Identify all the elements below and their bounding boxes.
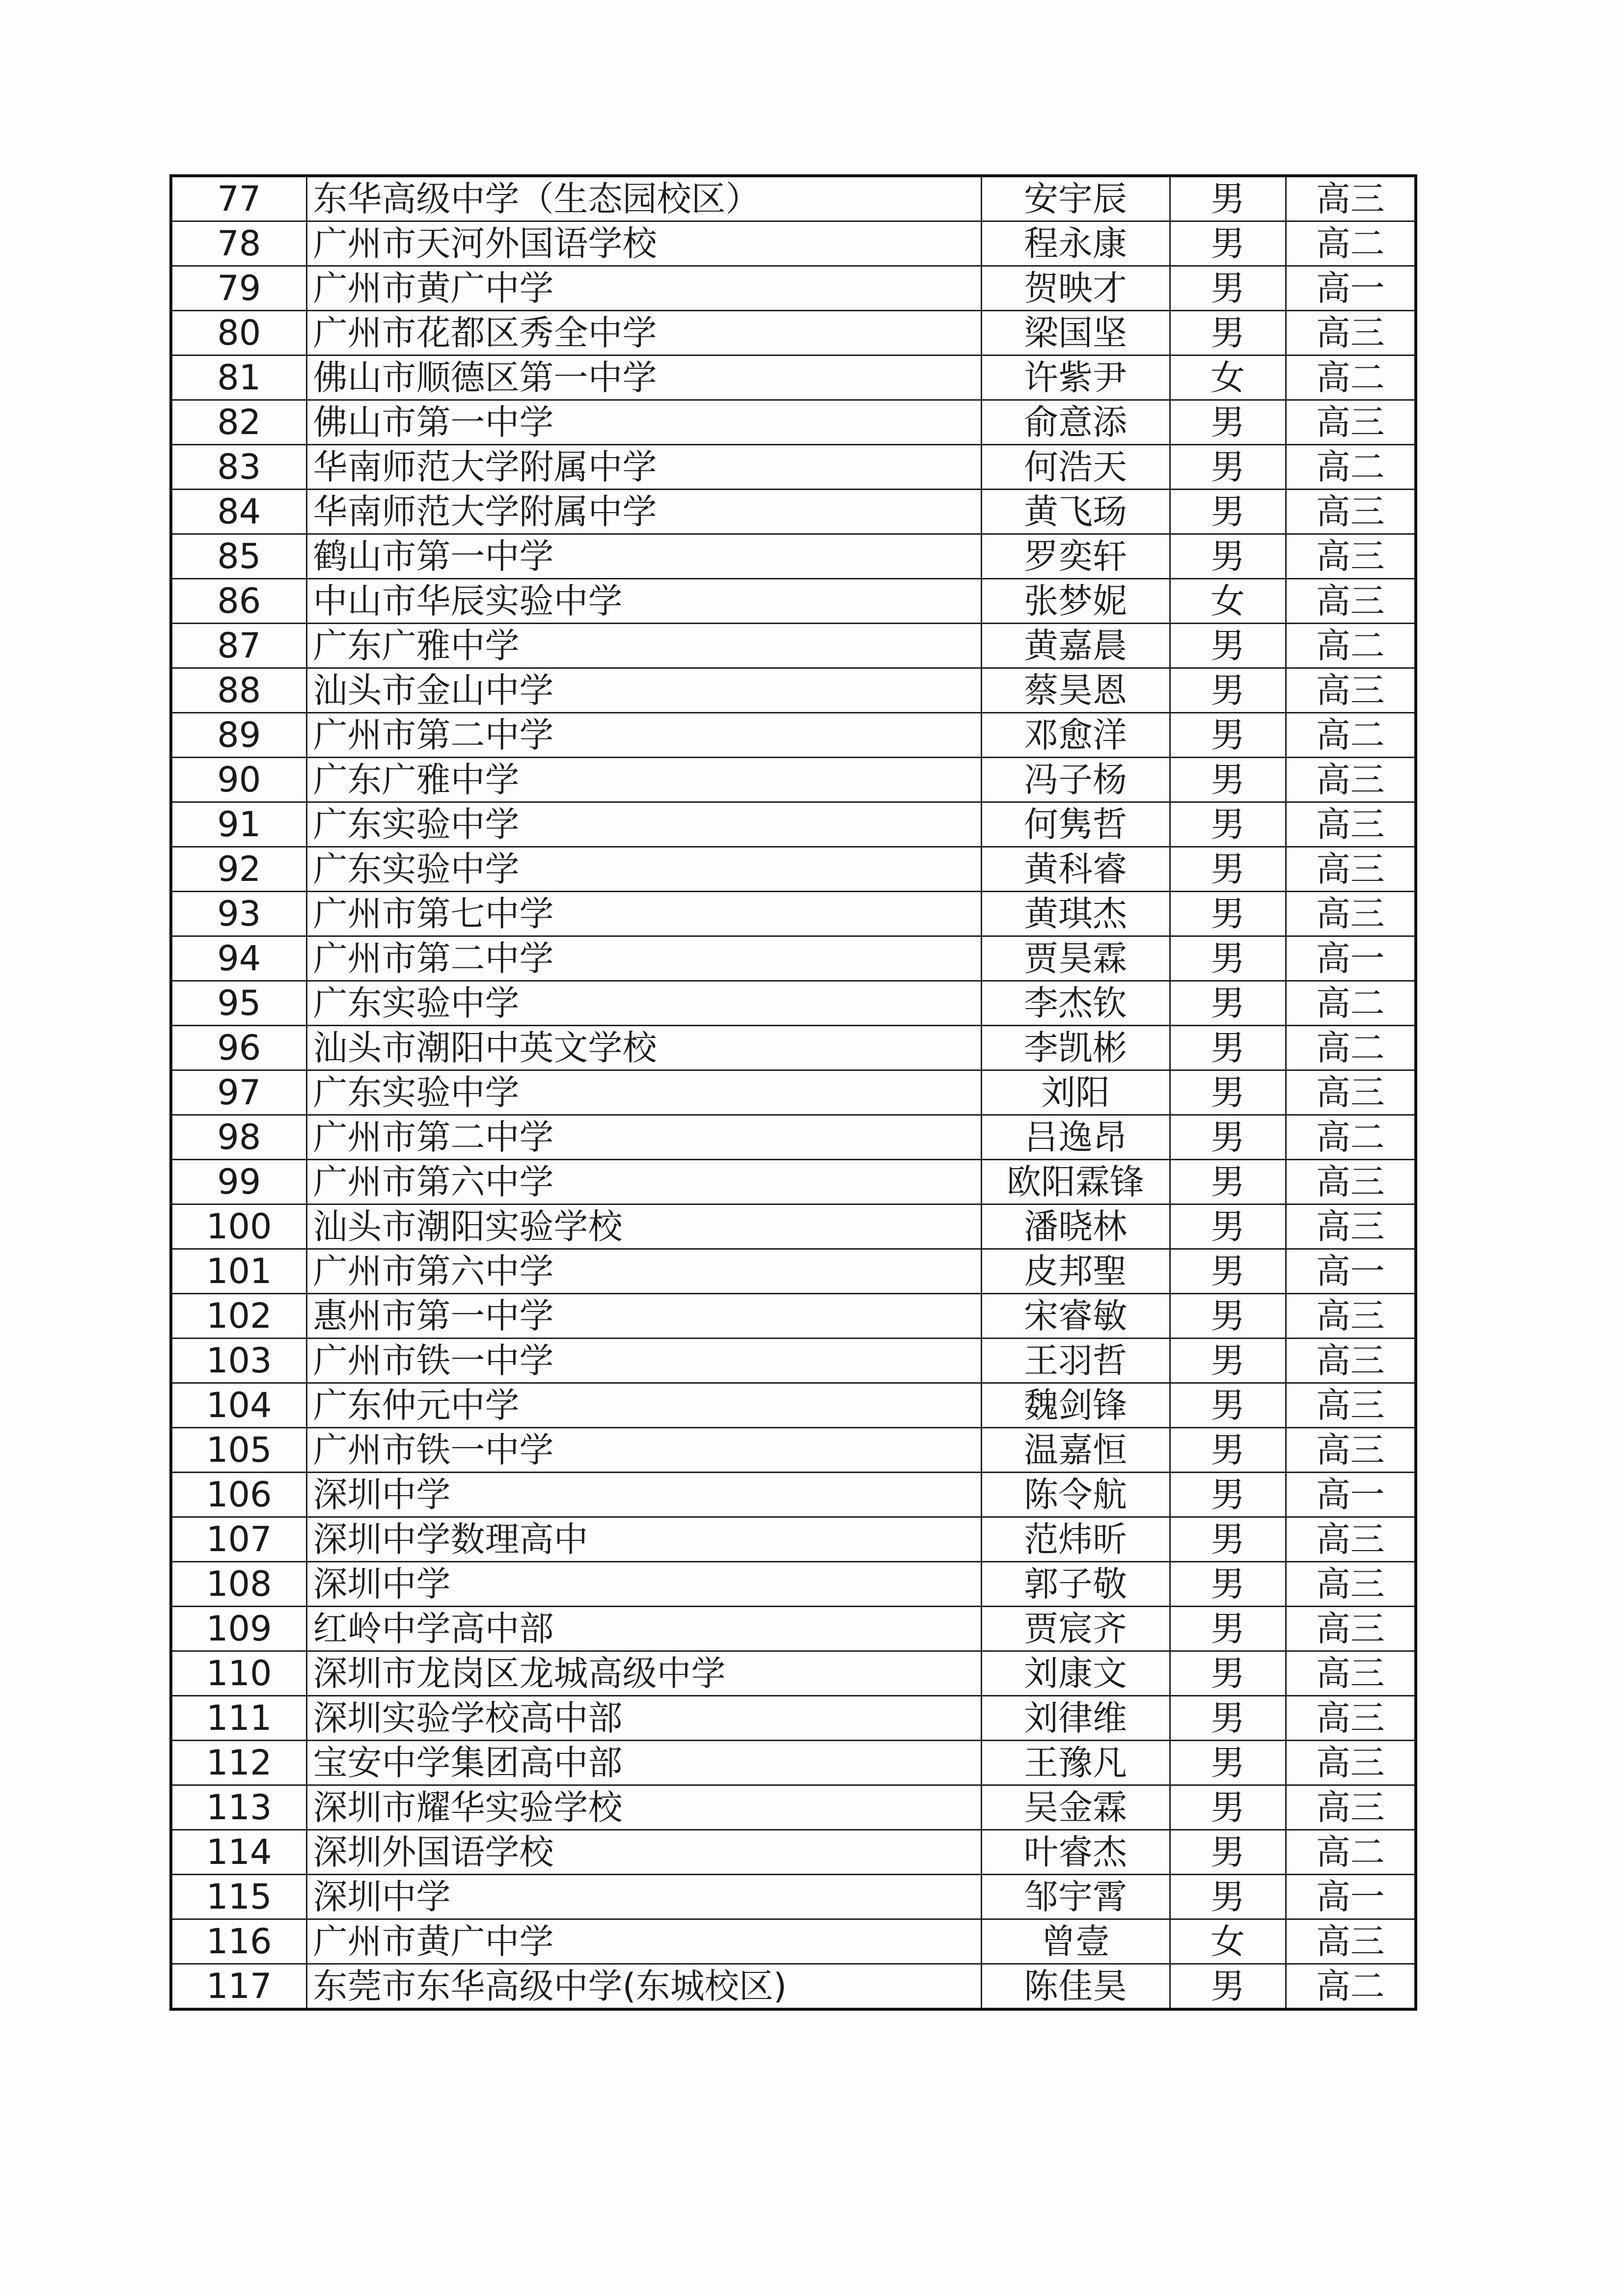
table-row bbox=[171, 1428, 1416, 1473]
school-name-cell: 广州市铁一中学 bbox=[306, 1339, 981, 1383]
school-name-cell: 广州市第六中学 bbox=[306, 1249, 981, 1294]
student-name-cell: 郭子敬 bbox=[981, 1562, 1170, 1607]
grade-cell: 高三 bbox=[1286, 1562, 1416, 1607]
school-name-cell: 广东实验中学 bbox=[306, 981, 981, 1026]
row-number-cell: 105 bbox=[171, 1428, 306, 1473]
gender-cell: 男 bbox=[1170, 1383, 1286, 1428]
school-name-cell: 广东仲元中学 bbox=[306, 1383, 981, 1428]
row-number-cell: 109 bbox=[171, 1607, 306, 1651]
grade-cell: 高三 bbox=[1286, 490, 1416, 534]
gender-cell: 男 bbox=[1170, 713, 1286, 758]
grade-cell: 高三 bbox=[1286, 1160, 1416, 1204]
student-name-cell: 刘律维 bbox=[981, 1696, 1170, 1741]
gender-cell: 男 bbox=[1170, 847, 1286, 892]
grade-cell: 高三 bbox=[1286, 1651, 1416, 1696]
grade-cell: 高一 bbox=[1286, 1473, 1416, 1517]
student-name-cell: 何隽哲 bbox=[981, 802, 1170, 847]
student-name-cell: 叶睿杰 bbox=[981, 1830, 1170, 1875]
student-name-cell: 陈佳昊 bbox=[981, 1964, 1170, 2010]
row-number-cell: 82 bbox=[171, 400, 306, 445]
row-number-cell: 100 bbox=[171, 1204, 306, 1249]
school-name-cell: 广州市第二中学 bbox=[306, 1115, 981, 1160]
gender-cell: 男 bbox=[1170, 1473, 1286, 1517]
grade-cell: 高三 bbox=[1286, 892, 1416, 936]
grade-cell: 高二 bbox=[1286, 1026, 1416, 1070]
student-name-cell: 潘晓林 bbox=[981, 1204, 1170, 1249]
row-number-cell: 110 bbox=[171, 1651, 306, 1696]
student-name-cell: 贾昊霖 bbox=[981, 936, 1170, 981]
gender-cell: 男 bbox=[1170, 176, 1286, 221]
row-number-cell: 115 bbox=[171, 1875, 306, 1919]
grade-cell: 高三 bbox=[1286, 1785, 1416, 1830]
table-row bbox=[171, 1160, 1416, 1204]
gender-cell: 男 bbox=[1170, 1339, 1286, 1383]
row-number-cell: 81 bbox=[171, 355, 306, 400]
row-number-cell: 78 bbox=[171, 221, 306, 266]
gender-cell: 男 bbox=[1170, 802, 1286, 847]
student-name-cell: 俞意添 bbox=[981, 400, 1170, 445]
grade-cell: 高三 bbox=[1286, 802, 1416, 847]
table-row bbox=[171, 936, 1416, 981]
table-row bbox=[171, 221, 1416, 266]
gender-cell: 男 bbox=[1170, 1651, 1286, 1696]
gender-cell: 男 bbox=[1170, 758, 1286, 802]
grade-cell: 高三 bbox=[1286, 1741, 1416, 1785]
student-name-cell: 罗奕轩 bbox=[981, 534, 1170, 579]
row-number-cell: 83 bbox=[171, 445, 306, 490]
student-name-cell: 王羽哲 bbox=[981, 1339, 1170, 1383]
grade-cell: 高一 bbox=[1286, 1875, 1416, 1919]
student-name-cell: 吕逸昂 bbox=[981, 1115, 1170, 1160]
table-row bbox=[171, 1696, 1416, 1741]
school-name-cell: 广东广雅中学 bbox=[306, 624, 981, 668]
row-number-cell: 97 bbox=[171, 1070, 306, 1115]
student-roster-table bbox=[169, 174, 1417, 2011]
table-row bbox=[171, 445, 1416, 490]
student-name-cell: 程永康 bbox=[981, 221, 1170, 266]
school-name-cell: 广东实验中学 bbox=[306, 1070, 981, 1115]
grade-cell: 高三 bbox=[1286, 400, 1416, 445]
table-row bbox=[171, 668, 1416, 713]
table-row bbox=[171, 579, 1416, 624]
grade-cell: 高三 bbox=[1286, 1428, 1416, 1473]
table-row bbox=[171, 758, 1416, 802]
student-name-cell: 曾壹 bbox=[981, 1919, 1170, 1964]
school-name-cell: 广东实验中学 bbox=[306, 847, 981, 892]
school-name-cell: 佛山市第一中学 bbox=[306, 400, 981, 445]
gender-cell: 男 bbox=[1170, 668, 1286, 713]
school-name-cell: 广州市第二中学 bbox=[306, 713, 981, 758]
row-number-cell: 117 bbox=[171, 1964, 306, 2010]
roster-body bbox=[171, 176, 1416, 2009]
row-number-cell: 95 bbox=[171, 981, 306, 1026]
row-number-cell: 91 bbox=[171, 802, 306, 847]
gender-cell: 女 bbox=[1170, 1919, 1286, 1964]
gender-cell: 男 bbox=[1170, 1562, 1286, 1607]
row-number-cell: 90 bbox=[171, 758, 306, 802]
student-name-cell: 蔡昊恩 bbox=[981, 668, 1170, 713]
school-name-cell: 佛山市顺德区第一中学 bbox=[306, 355, 981, 400]
student-name-cell: 范炜昕 bbox=[981, 1517, 1170, 1562]
gender-cell: 男 bbox=[1170, 1070, 1286, 1115]
school-name-cell: 广东广雅中学 bbox=[306, 758, 981, 802]
grade-cell: 高三 bbox=[1286, 1517, 1416, 1562]
row-number-cell: 113 bbox=[171, 1785, 306, 1830]
school-name-cell: 汕头市潮阳中英文学校 bbox=[306, 1026, 981, 1070]
gender-cell: 男 bbox=[1170, 1115, 1286, 1160]
row-number-cell: 93 bbox=[171, 892, 306, 936]
row-number-cell: 114 bbox=[171, 1830, 306, 1875]
school-name-cell: 东华高级中学（生态园校区） bbox=[306, 176, 981, 221]
student-name-cell: 李杰钦 bbox=[981, 981, 1170, 1026]
table-row bbox=[171, 981, 1416, 1026]
grade-cell: 高二 bbox=[1286, 221, 1416, 266]
school-name-cell: 华南师范大学附属中学 bbox=[306, 490, 981, 534]
gender-cell: 男 bbox=[1170, 1785, 1286, 1830]
table-row bbox=[171, 892, 1416, 936]
row-number-cell: 89 bbox=[171, 713, 306, 758]
row-number-cell: 86 bbox=[171, 579, 306, 624]
school-name-cell: 深圳外国语学校 bbox=[306, 1830, 981, 1875]
gender-cell: 男 bbox=[1170, 936, 1286, 981]
row-number-cell: 112 bbox=[171, 1741, 306, 1785]
row-number-cell: 99 bbox=[171, 1160, 306, 1204]
grade-cell: 高二 bbox=[1286, 624, 1416, 668]
student-name-cell: 贺映才 bbox=[981, 266, 1170, 311]
student-name-cell: 皮邦聖 bbox=[981, 1249, 1170, 1294]
school-name-cell: 深圳中学数理高中 bbox=[306, 1517, 981, 1562]
row-number-cell: 111 bbox=[171, 1696, 306, 1741]
school-name-cell: 深圳中学 bbox=[306, 1473, 981, 1517]
gender-cell: 男 bbox=[1170, 311, 1286, 355]
row-number-cell: 108 bbox=[171, 1562, 306, 1607]
school-name-cell: 广州市第六中学 bbox=[306, 1160, 981, 1204]
student-name-cell: 温嘉恒 bbox=[981, 1428, 1170, 1473]
gender-cell: 男 bbox=[1170, 490, 1286, 534]
table-row bbox=[171, 1651, 1416, 1696]
school-name-cell: 广州市铁一中学 bbox=[306, 1428, 981, 1473]
student-name-cell: 何浩天 bbox=[981, 445, 1170, 490]
row-number-cell: 85 bbox=[171, 534, 306, 579]
school-name-cell: 广州市天河外国语学校 bbox=[306, 221, 981, 266]
school-name-cell: 中山市华辰实验中学 bbox=[306, 579, 981, 624]
school-name-cell: 宝安中学集团高中部 bbox=[306, 1741, 981, 1785]
table-row bbox=[171, 713, 1416, 758]
row-number-cell: 88 bbox=[171, 668, 306, 713]
gender-cell: 男 bbox=[1170, 624, 1286, 668]
grade-cell: 高三 bbox=[1286, 1204, 1416, 1249]
grade-cell: 高二 bbox=[1286, 1115, 1416, 1160]
row-number-cell: 98 bbox=[171, 1115, 306, 1160]
grade-cell: 高三 bbox=[1286, 311, 1416, 355]
student-name-cell: 张梦妮 bbox=[981, 579, 1170, 624]
student-name-cell: 李凯彬 bbox=[981, 1026, 1170, 1070]
student-name-cell: 梁国坚 bbox=[981, 311, 1170, 355]
table-row bbox=[171, 1294, 1416, 1339]
table-row bbox=[171, 176, 1416, 221]
gender-cell: 男 bbox=[1170, 266, 1286, 311]
table-row bbox=[171, 1070, 1416, 1115]
school-name-cell: 深圳市龙岗区龙城高级中学 bbox=[306, 1651, 981, 1696]
school-name-cell: 鹤山市第一中学 bbox=[306, 534, 981, 579]
grade-cell: 高三 bbox=[1286, 1294, 1416, 1339]
grade-cell: 高三 bbox=[1286, 1383, 1416, 1428]
table-row bbox=[171, 1830, 1416, 1875]
gender-cell: 男 bbox=[1170, 1204, 1286, 1249]
gender-cell: 男 bbox=[1170, 1160, 1286, 1204]
grade-cell: 高一 bbox=[1286, 1249, 1416, 1294]
table-row bbox=[171, 1026, 1416, 1070]
row-number-cell: 87 bbox=[171, 624, 306, 668]
grade-cell: 高三 bbox=[1286, 1070, 1416, 1115]
student-name-cell: 邹宇霄 bbox=[981, 1875, 1170, 1919]
table-row bbox=[171, 1875, 1416, 1919]
school-name-cell: 红岭中学高中部 bbox=[306, 1607, 981, 1651]
gender-cell: 男 bbox=[1170, 892, 1286, 936]
student-name-cell: 刘阳 bbox=[981, 1070, 1170, 1115]
school-name-cell: 广东实验中学 bbox=[306, 802, 981, 847]
school-name-cell: 华南师范大学附属中学 bbox=[306, 445, 981, 490]
school-name-cell: 广州市黄广中学 bbox=[306, 266, 981, 311]
row-number-cell: 80 bbox=[171, 311, 306, 355]
student-name-cell: 许紫尹 bbox=[981, 355, 1170, 400]
row-number-cell: 94 bbox=[171, 936, 306, 981]
grade-cell: 高三 bbox=[1286, 758, 1416, 802]
student-name-cell: 安宇辰 bbox=[981, 176, 1170, 221]
school-name-cell: 广州市第二中学 bbox=[306, 936, 981, 981]
student-name-cell: 刘康文 bbox=[981, 1651, 1170, 1696]
row-number-cell: 79 bbox=[171, 266, 306, 311]
table-row bbox=[171, 1517, 1416, 1562]
school-name-cell: 汕头市金山中学 bbox=[306, 668, 981, 713]
student-name-cell: 黄飞玚 bbox=[981, 490, 1170, 534]
row-number-cell: 107 bbox=[171, 1517, 306, 1562]
table-row bbox=[171, 1562, 1416, 1607]
gender-cell: 女 bbox=[1170, 579, 1286, 624]
gender-cell: 男 bbox=[1170, 1294, 1286, 1339]
grade-cell: 高三 bbox=[1286, 847, 1416, 892]
school-name-cell: 广州市花都区秀全中学 bbox=[306, 311, 981, 355]
grade-cell: 高三 bbox=[1286, 1919, 1416, 1964]
school-name-cell: 汕头市潮阳实验学校 bbox=[306, 1204, 981, 1249]
table-row bbox=[171, 847, 1416, 892]
table-row bbox=[171, 1473, 1416, 1517]
grade-cell: 高二 bbox=[1286, 445, 1416, 490]
school-name-cell: 深圳实验学校高中部 bbox=[306, 1696, 981, 1741]
row-number-cell: 92 bbox=[171, 847, 306, 892]
grade-cell: 高二 bbox=[1286, 1830, 1416, 1875]
row-number-cell: 116 bbox=[171, 1919, 306, 1964]
grade-cell: 高二 bbox=[1286, 713, 1416, 758]
gender-cell: 男 bbox=[1170, 1741, 1286, 1785]
gender-cell: 男 bbox=[1170, 1517, 1286, 1562]
student-name-cell: 邓愈洋 bbox=[981, 713, 1170, 758]
table-row bbox=[171, 355, 1416, 400]
table-row bbox=[171, 266, 1416, 311]
row-number-cell: 106 bbox=[171, 1473, 306, 1517]
school-name-cell: 惠州市第一中学 bbox=[306, 1294, 981, 1339]
row-number-cell: 104 bbox=[171, 1383, 306, 1428]
school-name-cell: 东莞市东华高级中学(东城校区) bbox=[306, 1964, 981, 2010]
school-name-cell: 深圳中学 bbox=[306, 1562, 981, 1607]
table-row bbox=[171, 1383, 1416, 1428]
gender-cell: 男 bbox=[1170, 534, 1286, 579]
gender-cell: 男 bbox=[1170, 1607, 1286, 1651]
student-name-cell: 黄嘉晨 bbox=[981, 624, 1170, 668]
grade-cell: 高三 bbox=[1286, 668, 1416, 713]
table-row bbox=[171, 1741, 1416, 1785]
school-name-cell: 深圳中学 bbox=[306, 1875, 981, 1919]
table-row bbox=[171, 490, 1416, 534]
gender-cell: 男 bbox=[1170, 1875, 1286, 1919]
grade-cell: 高三 bbox=[1286, 1696, 1416, 1741]
grade-cell: 高二 bbox=[1286, 1964, 1416, 2010]
student-name-cell: 吴金霖 bbox=[981, 1785, 1170, 1830]
student-name-cell: 陈令航 bbox=[981, 1473, 1170, 1517]
row-number-cell: 96 bbox=[171, 1026, 306, 1070]
table-row bbox=[171, 1115, 1416, 1160]
table-row bbox=[171, 1607, 1416, 1651]
grade-cell: 高三 bbox=[1286, 176, 1416, 221]
grade-cell: 高一 bbox=[1286, 266, 1416, 311]
grade-cell: 高三 bbox=[1286, 1339, 1416, 1383]
school-name-cell: 深圳市耀华实验学校 bbox=[306, 1785, 981, 1830]
table-row bbox=[171, 624, 1416, 668]
row-number-cell: 84 bbox=[171, 490, 306, 534]
grade-cell: 高三 bbox=[1286, 534, 1416, 579]
student-name-cell: 欧阳霖锋 bbox=[981, 1160, 1170, 1204]
table-row bbox=[171, 534, 1416, 579]
row-number-cell: 102 bbox=[171, 1294, 306, 1339]
school-name-cell: 广州市第七中学 bbox=[306, 892, 981, 936]
student-name-cell: 黄琪杰 bbox=[981, 892, 1170, 936]
gender-cell: 男 bbox=[1170, 1696, 1286, 1741]
grade-cell: 高一 bbox=[1286, 936, 1416, 981]
gender-cell: 男 bbox=[1170, 1249, 1286, 1294]
grade-cell: 高二 bbox=[1286, 981, 1416, 1026]
table-row bbox=[171, 1964, 1416, 2010]
student-name-cell: 王豫凡 bbox=[981, 1741, 1170, 1785]
table-row bbox=[171, 802, 1416, 847]
table-row bbox=[171, 400, 1416, 445]
table-row bbox=[171, 1204, 1416, 1249]
table-row bbox=[171, 1339, 1416, 1383]
gender-cell: 女 bbox=[1170, 355, 1286, 400]
table-row bbox=[171, 1249, 1416, 1294]
gender-cell: 男 bbox=[1170, 221, 1286, 266]
student-name-cell: 黄科睿 bbox=[981, 847, 1170, 892]
student-name-cell: 贾宸齐 bbox=[981, 1607, 1170, 1651]
student-name-cell: 宋睿敏 bbox=[981, 1294, 1170, 1339]
school-name-cell: 广州市黄广中学 bbox=[306, 1919, 981, 1964]
table-row bbox=[171, 311, 1416, 355]
gender-cell: 男 bbox=[1170, 1026, 1286, 1070]
table-row bbox=[171, 1919, 1416, 1964]
grade-cell: 高二 bbox=[1286, 355, 1416, 400]
student-name-cell: 魏剑锋 bbox=[981, 1383, 1170, 1428]
row-number-cell: 101 bbox=[171, 1249, 306, 1294]
gender-cell: 男 bbox=[1170, 1428, 1286, 1473]
student-name-cell: 冯子杨 bbox=[981, 758, 1170, 802]
gender-cell: 男 bbox=[1170, 1830, 1286, 1875]
table-row bbox=[171, 1785, 1416, 1830]
gender-cell: 男 bbox=[1170, 981, 1286, 1026]
row-number-cell: 103 bbox=[171, 1339, 306, 1383]
gender-cell: 男 bbox=[1170, 400, 1286, 445]
row-number-cell: 77 bbox=[171, 176, 306, 221]
gender-cell: 男 bbox=[1170, 445, 1286, 490]
grade-cell: 高三 bbox=[1286, 1607, 1416, 1651]
grade-cell: 高三 bbox=[1286, 579, 1416, 624]
gender-cell: 男 bbox=[1170, 1964, 1286, 2010]
